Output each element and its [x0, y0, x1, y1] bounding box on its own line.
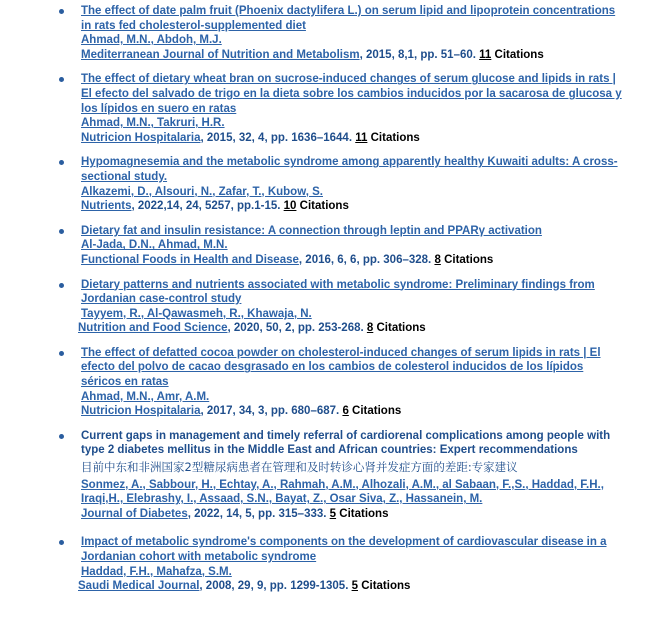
publication-title-link[interactable]: efecto del polvo de cacao desgrasado en los cambios de colesterol inducidos de los lípidos: [81, 361, 584, 374]
journal-link[interactable]: Nutrients: [81, 200, 132, 213]
citations-label: Citations: [339, 507, 389, 520]
publication-title-link[interactable]: Jordanian cohort with metabolic syndrome: [81, 551, 317, 563]
bullet-icon: [59, 351, 64, 356]
journal-line: [81, 199, 627, 214]
author-list[interactable]: Sonmez, A., Sabbour, H., Echtay, A., Rahmah, A.M., Alhozali, A.M., al Sabaan, F.,S., Haddad, F.H.,: [81, 478, 604, 491]
publication-title-link[interactable]: The effect of dietary wheat bran on sucrose-induced changes of serum glucose and lipids in rats |: [81, 73, 616, 86]
journal-line: [78, 321, 627, 336]
author-list[interactable]: Ahmad, M.N., Amr, A.M.: [81, 390, 210, 403]
publication-title-chinese: 目前中东和非洲国家2型糖尿病患者在管理和及时转诊心肾并发症方面的差距:专家建议: [81, 460, 518, 475]
author-list[interactable]: Alkazemi, D., Alsouri, N., Zafar, T., Kubow, S.: [81, 185, 323, 198]
journal-line: [78, 579, 627, 594]
journal-line: [81, 48, 627, 63]
publication-details: , 2020, 50, 2, pp. 253-268.: [227, 322, 367, 335]
publication-item: [0, 535, 665, 593]
author-list[interactable]: Haddad, F.H., Mahafza, S.M.: [81, 565, 232, 578]
publication-item: [0, 4, 665, 62]
citation-count-link[interactable]: 11: [479, 48, 492, 61]
citation-count-link[interactable]: 5: [351, 580, 358, 593]
citations-label: Citations: [494, 48, 544, 61]
publication-details: , 2016, 6, 6, pp. 306–328.: [298, 253, 435, 266]
citations-label: Citations: [444, 253, 494, 266]
author-list[interactable]: Ahmad, M.N., Takruri, H.R.: [81, 117, 225, 130]
journal-line: [81, 507, 627, 522]
publication-details: , 2015, 8,1, pp. 51–60.: [359, 48, 480, 61]
bullet-icon: [59, 160, 64, 165]
journal-link[interactable]: Nutricion Hospitalaria: [81, 405, 201, 418]
publication-item: [0, 346, 665, 419]
publication-details: , 2017, 34, 3, pp. 680–687.: [200, 405, 343, 418]
citation-count-link[interactable]: 6: [342, 405, 349, 418]
publication-title-link[interactable]: séricos en ratas: [81, 376, 169, 389]
bullet-icon: [59, 77, 64, 82]
journal-link[interactable]: Functional Foods in Health and Disease: [81, 253, 299, 266]
publication-title-link[interactable]: The effect of defatted cocoa powder on cholesterol-induced changes of serum lipids in rats | El: [81, 346, 601, 359]
journal-line: [81, 131, 627, 146]
publication-details: , 2022,14, 24, 5257, pp.1-15.: [131, 200, 284, 213]
publication-title-link[interactable]: Impact of metabolic syndrome's components on the development of cardiovascular disease in a: [81, 536, 607, 549]
bullet-icon: [59, 283, 64, 288]
bullet-icon: [59, 229, 64, 234]
publication-title-link[interactable]: Hypomagnesemia and the metabolic syndrome among apparently healthy Kuwaiti adults: A cross-: [81, 156, 618, 169]
publication-details: , 2008, 29, 9, pp. 1299-1305.: [199, 580, 352, 593]
citation-count-link[interactable]: 10: [283, 200, 297, 213]
journal-link[interactable]: Nutrition and Food Science: [78, 322, 228, 335]
citation-count-link[interactable]: 11: [355, 131, 368, 144]
journal-link[interactable]: Mediterranean Journal of Nutrition and Metabolism: [81, 48, 360, 61]
bullet-icon: [59, 540, 64, 545]
publication-item: [0, 224, 665, 268]
citations-label: Citations: [352, 405, 402, 418]
publication-title: type 2 diabetes mellitus in the Middle East and African countries: Expert recommendations: [81, 444, 578, 457]
citation-count-link[interactable]: 8: [434, 253, 441, 266]
author-list[interactable]: Al-Jada, D.N., Ahmad, M.N.: [81, 239, 228, 252]
publication-title-link[interactable]: los lípidos en suero en ratas: [81, 102, 237, 115]
publication-title-link[interactable]: sectional study.: [81, 170, 168, 183]
publication-details: , 2015, 32, 4, pp. 1636–1644.: [200, 131, 356, 144]
citation-count-link[interactable]: 8: [366, 322, 374, 335]
journal-link[interactable]: Journal of Diabetes: [81, 507, 188, 520]
bullet-icon: [59, 9, 64, 14]
publication-title-link[interactable]: El efecto del salvado de trigo en la dieta sobre los cambios inducidos por la sacarosa de glucosa y: [81, 87, 622, 100]
citations-label: Citations: [361, 580, 411, 593]
journal-line: [81, 253, 627, 268]
publication-title-link[interactable]: Jordanian case-control study: [81, 293, 242, 306]
author-list[interactable]: Ahmad, M.N., Abdoh, M.J.: [81, 34, 222, 47]
publication-item: [0, 72, 665, 145]
journal-link[interactable]: Saudi Medical Journal: [78, 580, 200, 593]
journal-link[interactable]: Nutricion Hospitalaria: [81, 131, 201, 144]
publication-title-link[interactable]: The effect of date palm fruit (Phoenix dactylifera L.) on serum lipid and lipoprotein concentrations: [81, 5, 616, 17]
citations-label: Citations: [376, 322, 426, 335]
journal-line: [81, 404, 627, 419]
citation-count-link[interactable]: 5: [329, 507, 337, 520]
publication-item: [0, 155, 665, 213]
citations-label: Citations: [370, 131, 420, 144]
publication-details: , 2022, 14, 5, pp. 315–333.: [187, 507, 330, 520]
author-list[interactable]: Tayyem, R., Al-Qawasmeh, R., Khawaja, N.: [81, 307, 312, 320]
author-list[interactable]: Iraqi,H., Elebrashy, I., Assaad, S.N., Bayat, Z., Osar Siva, Z., Hassanein, M.: [81, 493, 483, 506]
publication-item: [0, 429, 665, 522]
publication-title-link[interactable]: Dietary patterns and nutrients associated with metabolic syndrome: Preliminary findings from: [81, 278, 595, 291]
publication-item: [0, 278, 665, 336]
citations-label: Citations: [299, 200, 349, 213]
publication-title-link[interactable]: Dietary fat and insulin resistance: A connection through leptin and PPARγ activation: [81, 224, 542, 237]
bullet-icon: [59, 434, 64, 439]
publication-title-link[interactable]: in rats fed cholesterol-supplemented diet: [81, 19, 306, 32]
publication-title: Current gaps in management and timely referral of cardiorenal complications among people with: [81, 429, 611, 442]
